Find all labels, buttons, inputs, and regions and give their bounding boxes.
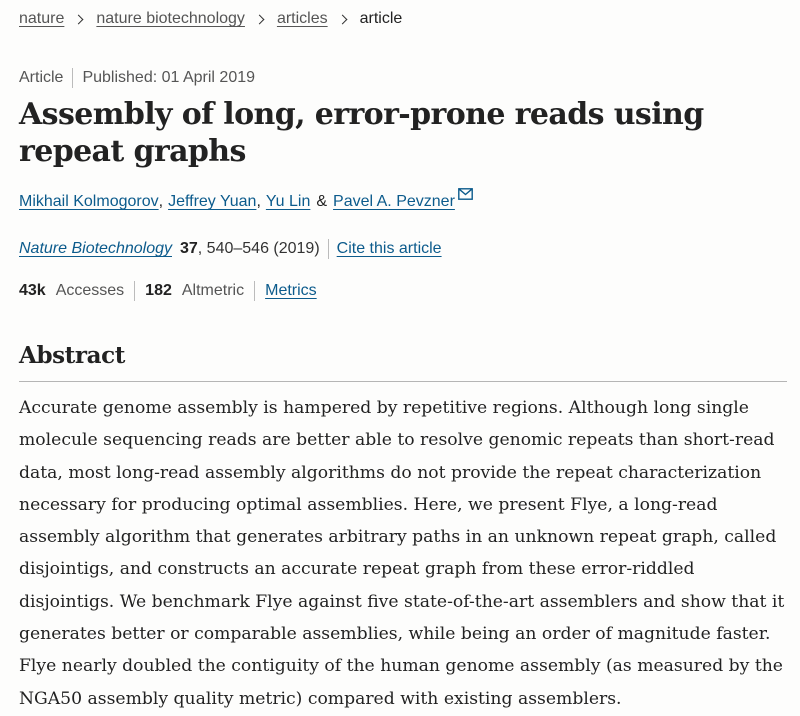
accesses-count: 43k: [19, 282, 46, 299]
citation-line: [19, 239, 442, 259]
chevron-right-icon: [337, 14, 347, 24]
abstract-text: Accurate genome assembly is hampered by repetitive regions. Although long single molecule sequencing reads are better able to resolve genomic repeats than short-read data, most long-read assembly algorithms do not provide the repeat characterization necessary for producing optimal assemblies. Here, we present Flye, a long-read assembly algorithm that generates arbitrary paths in an unknown repeat graph, called disjointigs, and constructs an accurate repeat graph from these error-riddled disjointigs. We benchmark Flye against five state-of-the-art assemblers and show that it generates better or comparable assemblies, while being an order of magnitude faster. Flye nearly doubled the contiguity of the human genome assembly (as measured by the NGA50 assembly quality metric) compared with existing assemblers.: [19, 398, 785, 709]
volume: 37: [179, 240, 198, 257]
published-date: Published: 01 April 2019: [82, 69, 256, 86]
mail-icon[interactable]: [458, 187, 473, 205]
author-link[interactable]: Pavel A. Pevzner: [333, 193, 455, 210]
divider: [72, 68, 73, 88]
altmetric-score: 182: [145, 282, 172, 299]
article-title: Assembly of long, error-prone reads using repeat graphs: [19, 97, 704, 169]
journal-link[interactable]: Nature Biotechnology: [19, 240, 172, 257]
divider: [134, 281, 135, 301]
breadcrumb-nature-biotechnology[interactable]: nature biotechnology: [96, 10, 245, 27]
article-meta: [19, 68, 255, 88]
pages-year: , 540–546 (2019): [197, 240, 320, 257]
author-link[interactable]: Yu Lin: [265, 193, 311, 210]
altmetric-label: Altmetric: [181, 282, 245, 299]
author-list: [19, 193, 473, 211]
chevron-right-icon: [254, 14, 264, 24]
divider: [254, 281, 255, 301]
cite-this-article-link[interactable]: Cite this article: [336, 240, 442, 257]
breadcrumb-current: article: [359, 10, 403, 27]
breadcrumb-nature[interactable]: nature: [19, 10, 65, 27]
abstract-heading: Abstract: [19, 342, 125, 369]
breadcrumb-articles[interactable]: articles: [276, 10, 328, 27]
author-separator: ,: [256, 193, 261, 210]
author-link[interactable]: Mikhail Kolmogorov: [19, 193, 159, 210]
breadcrumb: [19, 10, 402, 28]
accesses-label: Accesses: [55, 282, 125, 299]
metrics-link[interactable]: Metrics: [265, 282, 317, 299]
chevron-right-icon: [74, 14, 84, 24]
author-link[interactable]: Jeffrey Yuan: [168, 193, 257, 210]
section-divider: [19, 381, 787, 382]
article-type: Article: [19, 69, 64, 86]
author-ampersand: &: [316, 193, 328, 210]
article-metrics: [19, 281, 317, 301]
author-separator: ,: [158, 193, 164, 210]
divider: [328, 239, 329, 259]
